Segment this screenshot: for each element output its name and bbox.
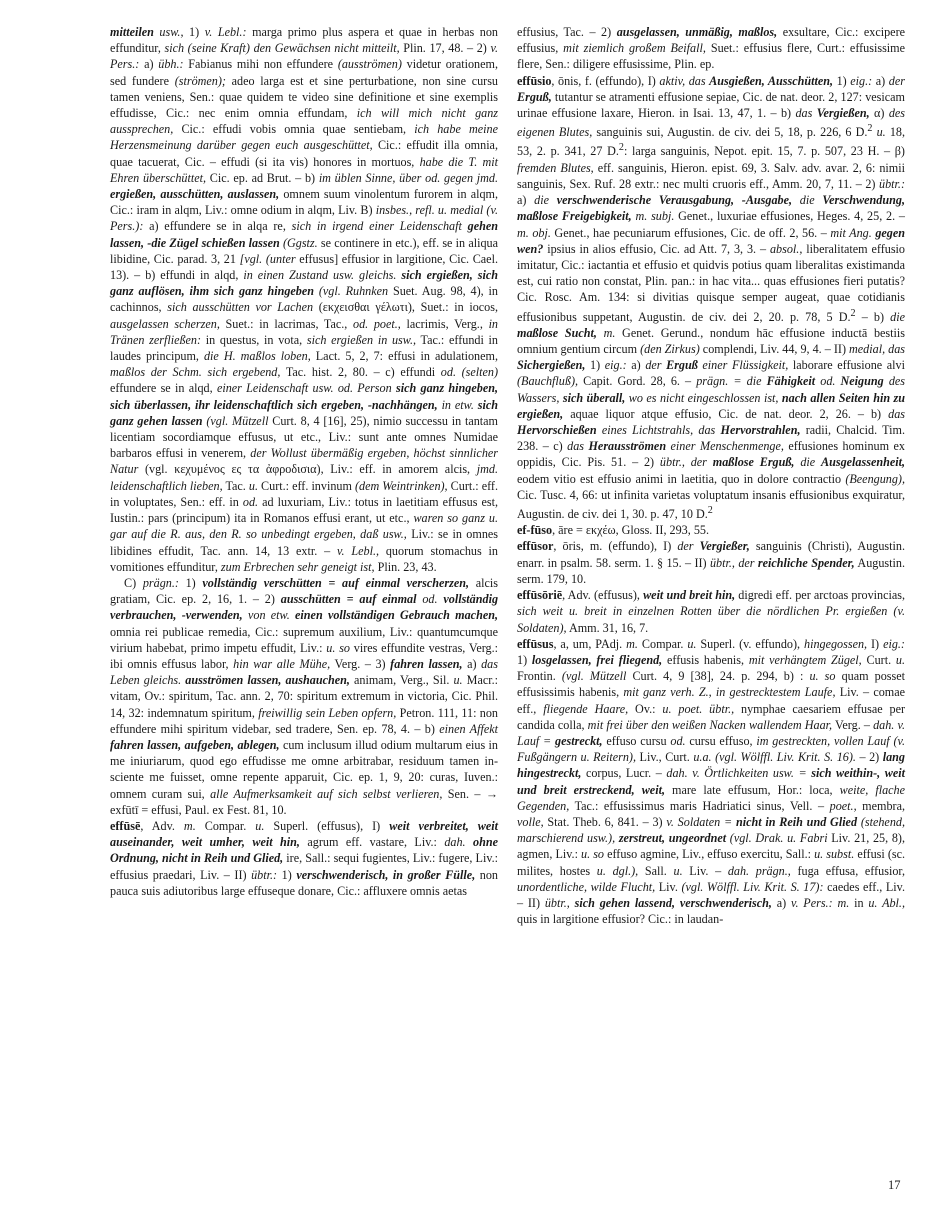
entry-effusor: effūsor, ōris, m. (effundo), I) der Vergießer, sanguinis (Christi), Augustin. enarr. in psalm. 58. serm. 1. § 15. – II) übtr., der reichliche Spender, Augustin. serm. 179, 10. bbox=[517, 539, 905, 586]
page-number: 17 bbox=[888, 1178, 901, 1192]
entry-effusus: effūsus, a, um, PAdj. m. Compar. u. Superl. (v. effundo), hingegossen, I) eig.: 1) losgelassen, frei fliegend, effusis habenis, mit verhängtem Zügel, Curt. u. Frontin. (vgl. Mützell Curt. 4, 9 [38], 24. p. 294, b) : u. so quam posset effusissimis habenis, mit ganz verh. Z., in gestrecktestem Laufe, Liv. – comae eff., fliegende Haare, Ov.: u. poet. übtr., nymphae caesariem effusae per candida colla, mit frei über den weißen Nacken wallendem Haar, Verg. – dah. v. Lauf = gestreckt, effuso cursu od. cursu effuso, im gestreckten, vollen Lauf (v. Fußgängern u. Reitern), Liv., Curt. u.a. (vgl. Wölffl. Liv. Krit. S. 16). – 2) lang hingestreckt, corpus, Lucr. – dah. v. Örtlichkeiten usw. = sich weithin-, weit und breit erstreckend, weit, mare late effusum, Hor.: loca, weite, flache Gegenden, Tac.: effusissimus maris Hadriatici sinus, Vell. – poet., membra, volle, Stat. Theb. 6, 841. – 3) v. Soldaten = nicht in Reih und Glied (stehend, marschierend usw.), zerstreut, ungeordnet (vgl. Drak. u. Fabri Liv. 21, 25, 8), agmen, Liv.: u. so effuso agmine, Liv., effuso exercitu, Sall.: u. subst. effusi (sc. milites, hostes u. dgl.), Sall. u. Liv. – dah. prägn., fuga effusa, effusior, unordentliche, wilde Flucht, Liv. (vgl. Wölffl. Liv. Krit. S. 17): caedes eff., Liv. – II) übtr., sich gehen lassend, verschwenderisch, a) v. Pers.: m. in u. Abl., quis in largitione effusior? Cic.: in laudan- bbox=[517, 636, 906, 927]
entry-effuse: effūsē, Adv. m. Compar. u. Superl. (effusus), I) weit verbreitet, weit auseinander, weit umher, weit hin, agrum eff. vastare, Liv.: dah. ohne Ordnung, nicht in Reih und Glied, ire, Sall.: sequi fugientes, Liv.: fugere, Liv.: effusius praedari, Liv. – II) übtr.: 1) verschwenderisch, in großer Fülle, non pauca suis adiutoribus large effuseque donare, Cic.: affluxere omnis aetas bbox=[110, 818, 499, 898]
entry-effusio: effūsio, ōnis, f. (effundo), I) aktiv, das Ausgießen, Ausschütten, 1) eig.: a) der Erguß, tutantur se atramenti effusione sepiae, Cic. de nat. deor. 2, 127: vesicam urinae effusione laxare, Hieron. in Isai. 13, 47, 1. – b) das Vergießen, α) des eigenen Blutes, sanguinis sui, Augustin. de civ. dei 5, 18, p. 226, 6 D.$^2$ u. 18, 53, 2. p. 341, 27 D.$^2$: larga sanguinis, Nepot. epit. 15, 7. p. 507, 23 H. – β) fremden Blutes, eff. sanguinis, Hieron. epist. 69, 3. Salv. adv. avar. 2, 6: nimii sanguinis, Sex. Ruf. 28 extr.: nec multi cruoris eff., Amm. 20, 7, 11. – 2) übtr.: a) die verschwenderische Verausgabung, -Ausgabe, die Verschwendung, maßlose Freigebigkeit, m. subj. Genet., luxuriae effusiones, Heges. 4, 25, 2. – m. obj. Genet., hae pecuniarum effusiones, Cic. de off. 2, 56. – mit Ang. gegen wen? ipsius in alios effusio, Cic. ad Att. 7, 3, 3. – absol., liberalitatem effusio imitatur, Cic.: iactantia et effusio et quidvis potius quam liberalitas existimanda est, cui ratio non constat, Plin. pan.: in hac vita... quas effusiones fieri putatis? Cic. Rosc. Am. 134: si divitias quisque semper augeat, quae cotidianis effusionibus suppetant, Augustin. de civ. dei 2, 20. p. 78, 5 D.$^2$ – b) die maßlose Sucht, m. Genet. Gerund., nondum hāc effusione inductā bestiis omnium gentium circum (den Zirkus) complendi, Liv. 44, 9, 4. – II) medial, das Sichergießen, 1) eig.: a) der Erguß einer Flüssigkeit, laborare effusione alvi (Bauchfluß), Capit. Gord. 28, 6. – prägn. = die Fähigkeit od. Neigung des Wassers, sich überall, wo es nicht eingeschlossen ist, nach allen Seiten hin zu ergießen, aquae liquor atque effusio, Cic. de nat. deor. 2, 26. – b) das Hervorschießen eines Lichtstrahls, das Hervorstrahlen, radii, Chalcid. Tim. 238. – c) das Herausströmen einer Menschenmenge, effusiones hominum ex oppidis, Cic. Pis. 51. – 2) übtr., der maßlose Erguß, die Ausgelassenheit, eodem vitio est effusio animi in laetitia, quo in dolore contractio (Beengung), Cic. Tusc. 4, 66: ut infinita varietas voluptatum insanis effusionibus exquiratur, Augustin. de civ. dei 1, 30. p. 47, 10 D.$^2$ bbox=[517, 73, 906, 522]
entry-effuse-continued: effusius, Tac. – 2) ausgelassen, unmäßig, maßlos, exsultare, Cic.: excipere effusius, mit ziemlich großem Beifall, Suet.: effusius flere, Curt.: effusissime flere, Sen.: diligere effusissime, Plin. ep. bbox=[517, 25, 906, 72]
right-column bbox=[517, 24, 905, 927]
entry-effundo-section-c: C) prägn.: 1) vollständig verschütten = auf einmal verscherzen, alcis gratiam, Cic. ep. 2, 16, 1. – 2) ausschütten = auf einmal od. vollständig verbrauchen, -verwenden, von etw. einen vollständigen Gebrauch machen, omnia rei publicae remedia, Cic.: supremum auxilium, Liv.: quantumcumque virium habebat, primo impetu effudit, Liv.: u. so vires effundite vestras, Verg.: ibi omnis effusus labor, hin war alle Mühe, Verg. – 3) fahren lassen, a) das Leben gleichs. ausströmen lassen, aushauchen, animam, Verg., Sil. u. Macr.: vitam, Ov.: spiritum, Tac. ann. 2, 70: spiritum extremum in victoria, Cic. Phil. 14, 32: indemnatum spiritum, freiwillig sein Leben opfern, Petron. 111, 11: non effundere mihi spiritum videbar, sed tradere, Sen. ep. 78, 4. – b) einen Affekt fahren lassen, aufgeben, ablegen, cum inclusum illud odium multarum eius in me iniuriarum, quod ego effudisse me omne arbitrabar, residuum tamen insciente me fuisset, omne repente apparuit, Cic. ep. 1, 9, 20: curas, Iuven.: omnem curam sui, alle Aufmerksamkeit auf sich selbst verlieren, Sen. – → exfūtī = effusi, Paul. ex Fest. 81, 10. bbox=[110, 575, 499, 817]
entry-effundo-continued: mitteilen usw., 1) v. Lebl.: marga primo plus aspera et quae in herbas non effunditur, sich (seine Kraft) den Gewächsen nicht mitteilt, Plin. 17, 48. – 2) v. Pers.: a) übh.: Fabianus mihi non effundere (ausströmen) videtur orationem, sed fundere (strömen); adeo larga est et sine perturbatione, non sine cursu tamen veniens, Sen.: quae quidem te video sine definitione et sine exemplis effudisse, Cic.: nec enim omnia effundam, ich will mich nicht ganz aussprechen, Cic.: effudi vobis omnia quae sentiebam, ich habe meine Herzensmeinung darüber gegen euch ausgeschüttet, Cic.: effudit illa omnia, quae tacuerat, Cic. – effudi (si ita vis) honores in mortuos, habe die T. mit Ehren überschüttet, Cic. ep. ad Brut. – b) im üblen Sinne, über od. gegen jmd. ergießen, ausschütten, auslassen, omnem suum vinolentum furorem in alqm, Cic.: iram in alqm, Liv.: omne odium in alqm, Liv. B) insbes., refl. u. medial (v. Pers.): a) effundere se in alqa re, sich in irgend einer Leidenschaft gehen lassen, -die Zügel schießen lassen (Ggstz. se continere in etc.), eff. se in aliqua libidine, Cic. parad. 3, 21 [vgl. (unter effusus] effusior in largitione, Cic. Cael. 13). – b) effundi in alqd, in einen Zustand usw. gleichs. sich ergießen, sich ganz auflösen, ihm sich ganz hingeben (vgl. Ruhnken Suet. Aug. 98, 4), in cachinnos, sich ausschütten vor Lachen (εκχεισθαι γέλωτι), Suet.: in iocos, ausgelassen scherzen, Suet.: in lacrimas, Tac., od. poet., lacrimis, Verg., in Tränen zerfließen: in questus, in vota, sich ergießen in usw., Tac.: effundi in laudes principum, die H. maßlos loben, Lact. 5, 2, 7: effusi in adulationem, maßlos der Schm. sich ergebend, Tac. hist. 2, 80. – c) effundi od. (selten) effundere se in alqd, einer Leidenschaft usw. od. Person sich ganz hingeben, sich überlassen, ihr leidenschaftlich sich ergeben, -nachhängen, in etw. sich ganz gehen lassen (vgl. Mützell Curt. 8, 4 [16], 25), nimio successu in tantam licentiam socordiamque effusus, ut etc., Liv.: sunt ante omnes Numidae barbaros effusi in venerem, der Wollust übermäßig ergeben, höchst sinnlicher Natur (vgl. κεχυμένος ες τα ἀφροδισια), Liv.: eff. in amorem alcis, jmd. leidenschaftlich lieben, Tac. u. Curt.: eff. invinum (dem Weintrinken), Curt.: eff. in voluptates, Sen.: eff. in od. ad luxuriam, Liv.: totus in laetitiam effusus est, Iustin.: pars (principum) ita in Romanos effusi erant, ut etc., waren so ganz u. gar auf die R. aus, den R. so unbedingt ergeben, daß usw., Liv.: se in omnes libidines effudit, Tac. ann. 14, 13 extr. – v. Lebl., quorum stomachus in vomitiones effunditur, zum Erbrechen sehr geneigt ist, Plin. 23, 43. bbox=[110, 25, 499, 574]
entry-ef-fuso: ef-fūso, āre = εκχέω, Gloss. II, 293, 55. bbox=[517, 523, 709, 538]
left-column bbox=[110, 24, 498, 899]
entry-effusorie: effūsōriē, Adv. (effusus), weit und breit hin, digredi eff. per arctoas provincias, sich weit u. breit in einzelnen Rotten über die nördlichen Pr. ergießen (v. Soldaten), Amm. 31, 16, 7. bbox=[517, 588, 905, 635]
